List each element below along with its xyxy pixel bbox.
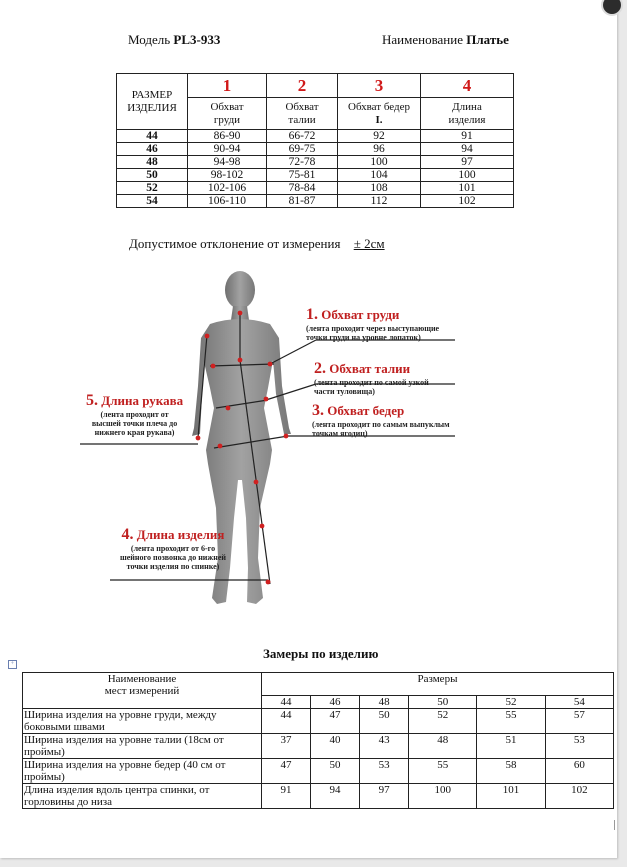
- column-header-waist: Обхват талии: [267, 98, 338, 130]
- model-label: Модель: [128, 32, 171, 47]
- window-corner-icon: [601, 0, 623, 16]
- measurement-sleeve-label: 5. Длина рукава (лента проходит от высшей точки плеча до нижнего края рукава): [86, 392, 184, 437]
- body-silhouette-illustration: [80, 268, 520, 628]
- sizes-header: Размеры: [262, 673, 614, 696]
- column-header-length: Длина изделия: [421, 98, 514, 130]
- product-name-label: Наименование: [382, 32, 463, 47]
- measurement-hips-label: 3. Обхват бедер (лента проходит по самым выпуклым точкам ягодиц): [312, 402, 450, 438]
- paragraph-end-mark: [614, 820, 615, 830]
- column-header-hips: Обхват бедер I.: [338, 98, 421, 130]
- size-column-header: РАЗМЕР ИЗДЕЛИЯ: [117, 74, 188, 130]
- tolerance-text: Допустимое отклонение от измерения: [129, 236, 341, 251]
- product-measurements-table: [22, 672, 614, 809]
- table-row: Ширина изделия на уровне бедер (40 см от проймы) 47 50 53 55 58 60: [23, 759, 614, 784]
- column-number-2: 2: [267, 74, 338, 98]
- measurement-bust-label: 1. Обхват груди (лента проходит через выступающие точки груди на уровне лопаток): [306, 306, 440, 342]
- size-chart-table: [116, 73, 514, 208]
- measurement-figure: [80, 268, 520, 628]
- model-value: PL3-933: [173, 32, 221, 47]
- table-anchor-icon[interactable]: +: [8, 660, 17, 669]
- measurement-length-label: 4. Длина изделия (лента проходит от 6-го шейного позвонка до нижней точки изделия по спинке): [120, 526, 226, 571]
- measurement-waist-label: 2. Обхват талии (лента проходит по самой узкой части туловища): [314, 360, 429, 396]
- table-row: Ширина изделия на уровне талии (18см от проймы) 37 40 43 48 51 53: [23, 734, 614, 759]
- table-row: 46 90-94 69-75 96 94: [117, 143, 514, 156]
- column-number-1: 1: [188, 74, 267, 98]
- product-name-value: Платье: [466, 32, 509, 47]
- measurement-name-header: Наименование мест измерений: [23, 673, 262, 709]
- model-header: [128, 32, 220, 48]
- product-table-title: Замеры по изделию: [263, 646, 379, 661]
- table-row: 44 86-90 66-72 92 91: [117, 130, 514, 143]
- tolerance-note: [129, 236, 385, 252]
- table-row: 50 98-102 75-81 104 100: [117, 169, 514, 182]
- tolerance-value: ± 2см: [353, 236, 385, 251]
- column-number-4: 4: [421, 74, 514, 98]
- column-header-bust: Обхват груди: [188, 98, 267, 130]
- product-name-header: [382, 32, 509, 48]
- sizes-row: 44 46 48 50 52 54: [23, 696, 614, 709]
- column-number-3: 3: [338, 74, 421, 98]
- table-row: Ширина изделия на уровне груди, между боковыми швами 44 47 50 52 55 57: [23, 709, 614, 734]
- table-row: 48 94-98 72-78 100 97: [117, 156, 514, 169]
- table-row: 54 106-110 81-87 112 102: [117, 195, 514, 208]
- table-row: Длина изделия вдоль центра спинки, от горловины до низа 91 94 97 100 101 102: [23, 784, 614, 809]
- table-row: 52 102-106 78-84 108 101: [117, 182, 514, 195]
